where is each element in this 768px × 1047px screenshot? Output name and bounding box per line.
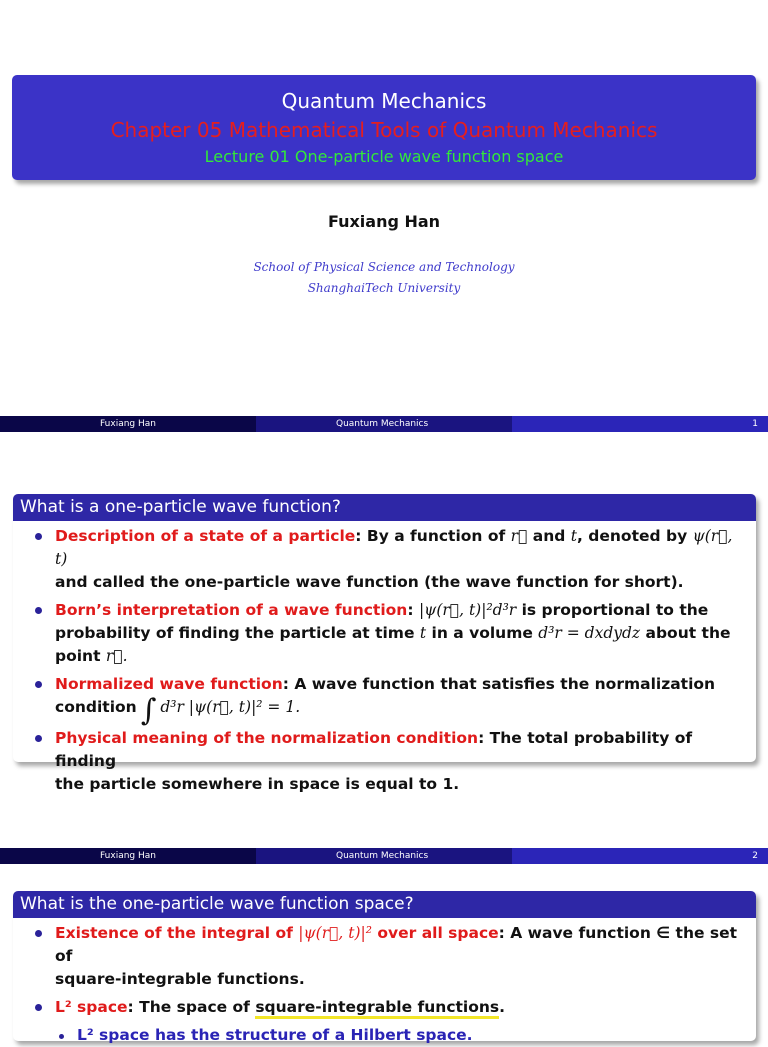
- institution-university: ShanghaiTech University: [307, 281, 461, 295]
- bullet-icon: [35, 681, 42, 688]
- bullet-icon: [35, 607, 42, 614]
- list-item: [33, 525, 744, 594]
- term-born: Born’s interpretation of a wave function: [55, 601, 408, 619]
- footer-page-number: 1: [752, 419, 758, 429]
- sub-point-hilbert: L² space has the structure of a Hilbert space.: [77, 1026, 473, 1044]
- text: the particle somewhere in space is equal to 1.: [55, 775, 460, 793]
- list-item: [33, 673, 744, 728]
- term-l2-space: L² space: [55, 998, 128, 1016]
- text: :: [407, 601, 419, 619]
- math-normalization: d³r |ψ(r⃗, t)|² = 1.: [160, 698, 301, 716]
- text: : The total probability of finding: [55, 729, 693, 770]
- highlighted-text: square-integrable functions: [255, 998, 499, 1019]
- math-density: |ψ(r⃗, t)|²d³r: [418, 601, 517, 619]
- text: probability of finding the particle at time: [55, 624, 420, 642]
- chapter-title: Chapter 05 Mathematical Tools of Quantum Mechanics: [110, 118, 658, 142]
- term-physical-meaning: Physical meaning of the normalization condition: [55, 729, 479, 747]
- list-item: [33, 599, 744, 668]
- title-block: [12, 75, 756, 180]
- term-existence-cont: over all space: [372, 924, 499, 942]
- term-normalized: Normalized wave function: [55, 675, 283, 693]
- text: and: [527, 527, 571, 545]
- bullet-list: [13, 521, 756, 796]
- footer-page-number: 2: [752, 851, 758, 861]
- frame-wave-function: [13, 494, 756, 793]
- text: is proportional to the: [516, 601, 709, 619]
- math-psi: ψ(r⃗, t): [55, 527, 733, 568]
- math-r: r⃗.: [105, 647, 128, 665]
- footer-author: Fuxiang Han: [100, 419, 156, 429]
- sub-list-item: [33, 1024, 744, 1047]
- integral-icon: ∫: [140, 693, 157, 728]
- footer-title: Quantum Mechanics: [336, 419, 429, 429]
- text: in a volume: [426, 624, 539, 642]
- text: and called the one-particle wave function (the wave function for short).: [55, 573, 684, 591]
- frame-heading: What is a one-particle wave function?: [13, 494, 756, 521]
- bullet-list: [13, 918, 756, 1047]
- text: : By a function of: [355, 527, 511, 545]
- text: square-integrable functions.: [55, 970, 305, 988]
- institution-school: School of Physical Science and Technology: [253, 260, 515, 274]
- footer-author: Fuxiang Han: [100, 851, 156, 861]
- footer-bar-1: [0, 416, 768, 432]
- term-description: Description of a state of a particle: [55, 527, 356, 545]
- text: condition: [55, 698, 137, 716]
- text: about the: [640, 624, 731, 642]
- frame-wave-function-space: [13, 891, 756, 1044]
- lecture-title: Lecture 01 One-particle wave function space: [204, 147, 564, 166]
- text: : A wave function that satisfies the normalization: [282, 675, 716, 693]
- text: : The space of: [127, 998, 256, 1016]
- bullet-icon: [35, 533, 42, 540]
- bullet-icon: [59, 1034, 64, 1039]
- list-item: [33, 727, 744, 796]
- text: point: [55, 647, 106, 665]
- footer-title: Quantum Mechanics: [336, 851, 429, 861]
- text: , denoted by: [577, 527, 693, 545]
- bullet-icon: [35, 1004, 42, 1011]
- math-r: r⃗: [510, 527, 528, 545]
- text: .: [499, 998, 506, 1016]
- footer-bar-2: [0, 848, 768, 864]
- frame-heading: What is the one-particle wave function space?: [13, 891, 756, 918]
- list-item: [33, 922, 744, 991]
- math-t: t: [570, 527, 577, 545]
- math-volume: d³r = dxdydz: [538, 624, 641, 642]
- text: : A wave function ∈ the set of: [55, 924, 738, 965]
- author-name: Fuxiang Han: [327, 212, 441, 231]
- term-existence: Existence of the integral of: [55, 924, 299, 942]
- bullet-icon: [35, 735, 42, 742]
- bullet-icon: [35, 930, 42, 937]
- math-density: |ψ(r⃗, t)|²: [298, 924, 372, 942]
- math-t: t: [419, 624, 427, 642]
- course-title: Quantum Mechanics: [281, 89, 487, 113]
- list-item: [33, 996, 744, 1019]
